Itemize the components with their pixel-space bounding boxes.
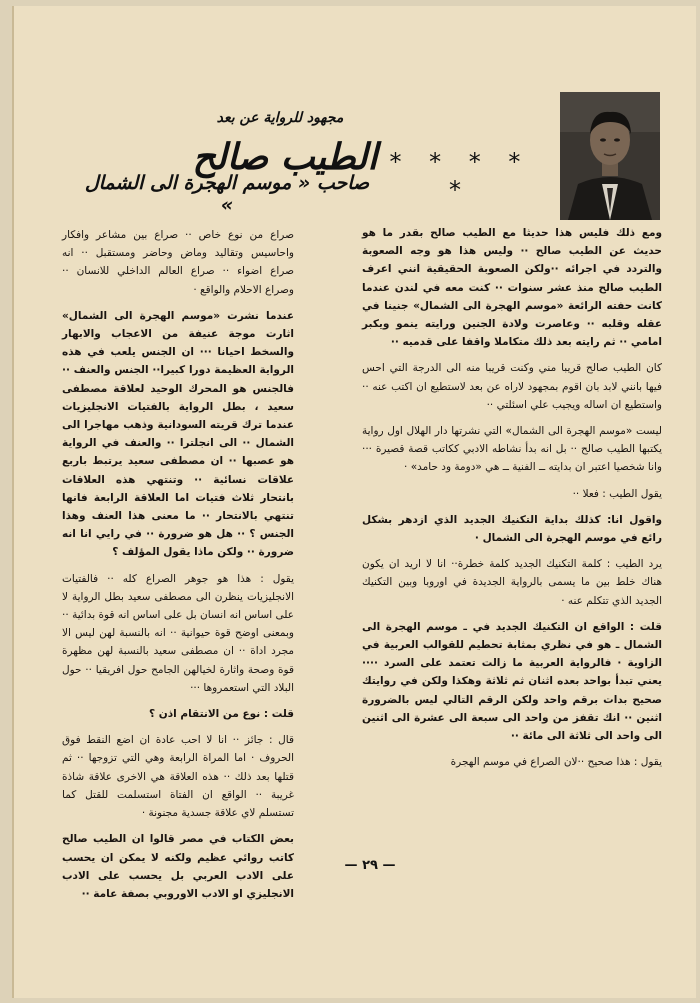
article-paragraph: صراع من نوع خاص ·· صراع بين مشاعر وافكار واحاسيس وتقاليد وماض وحاضر ومستقبل ·· انه صراع اضواء ·· صراع العالم الداخلي للانسان ·· وصراع الاحلام والواقع · [62, 229, 294, 296]
decorative-stars: * * * * * [389, 148, 531, 204]
article-paragraph: قلت : الواقع ان التكنيك الجديد في ـ موسم الهجرة الى الشمال ـ هو في نظري بمثابة تحطيم للقوالب العربية في الزاوية · فالرواية العربية ما زالت تعتمد على السرد ···· يعني تبدأ بواحد بعده اثنان ثم ثلاثة وهكذا ولكن في روايتك صحيح بدات برقم واحد ولكن الرقم التالي ليس بالضرورة اثنين ·· انك تقفز من واحد الى سبعة الى عشرة الى اثنين الى واحد الى ثلاثة الى مائة ·· [362, 620, 662, 743]
right-column [362, 224, 662, 779]
article-paragraph: ليست «موسم الهجرة الى الشمال» التي نشرتها دار الهلال اول رواية يكتبها الطيب صالح ·· بل انه بدأ نشاطه الادبي ككاتب قصة قصيرة ··· وانا شخصيا اعتبر ان بدايته ــ الفنية ــ هي «دومة ود حامد» · [362, 425, 662, 474]
left-column [62, 226, 294, 911]
article-paragraph: بعض الكتاب في مصر قالوا ان الطيب صالح كاتب روائي عظيم ولكنه لا يمكن ان يحسب على الادب العربي بل يحسب على الادب الانجليزي او الادب الاوروبي بصفة عامة ·· [62, 833, 294, 900]
page-number: — ٢٩ — [344, 858, 396, 873]
article-paragraph: عندما نشرت «موسم الهجرة الى الشمال» اثارت موجة عنيفة من الاعجاب والابهار والسخط احيانا ··· ان الجنس يلعب في هذه الرواية العظيمة دورا كبيرا·· الجنس والعنف ·· فالجنس هو المحرك الوحيد لعلاقة مصطفى سعيد ، بطل الرواية بالفتيات الانجليزيات عندما ترك قريته السودانية وذهب مهاجرا الى الشمال ·· الى انجلترا ·· والعنف في الرواية هو عصبها ·· ان مصطفى سعيد يرتبط باربع علاقات نسائية ·· وتنتهي هذه العلاقات بانتحار ثلاث فتيات اما العلاقة الرابعة فانها تنتهي بالانتحار ·· ما معنى هذا العنف وهذا الجنس ؟ ·· هل هو ضرورة ·· في رايي انا انه ضرورة ·· ولكن ماذا يقول المؤلف ؟ [62, 309, 294, 559]
article-paragraph: يقول : هذا هو جوهر الصراع كله ·· فالفتيات الانجليزيات ينظرن الى مصطفى سعيد بطل الرواية لا على اساس انه انسان بل على اساس انه قوة بدائية ·· وبمعنى اوضح قوة حيوانية ·· انه بالنسبة لهن ليس الا مجرد اداة ·· ان مصطفى سعيد بالنسبة لهن مظهرة قوة وصحة واثارة لخيالهن الجامح حول افريقيا ·· حول البلاد التي استعمروها ··· [62, 572, 294, 694]
author-portrait-photo [560, 92, 660, 220]
article-paragraph: يقول : هذا صحيح ··لان الصراع في موسم الهجرة [450, 756, 662, 769]
article-paragraph: واقول انا: كذلك بداية التكنيك الجديد الذي ازدهر بشكل رائع في موسم الهجرة الى الشمال · [362, 513, 662, 545]
article-paragraph: قال : جائز ·· انا لا احب عادة ان اضع النقط فوق الحروف · اما المراة الرابعة وهي التي تزوجها ·· ثم قتلها بعد ذلك ·· هذه العلاقة هي الاخرى علاقة شاذة غريبة ·· الواقع ان الفتاة استسلمت للقتل كما تستسلم لاي علاقة جسدية مجنونة · [62, 734, 294, 820]
article-subhead: صاحب « موسم الهجرة الى الشمال » [84, 172, 370, 216]
article-paragraph: يقول الطيب : فعلا ·· [572, 487, 662, 500]
article-paragraph: قلت : نوع من الانتقام اذن ؟ [149, 708, 294, 721]
article-paragraph: ومع ذلك فليس هذا حديثا مع الطيب صالح بقدر ما هو حديث عن الطيب صالح ·· وليس هذا هو وجه الصعوبة والتردد في اجرائه ··ولكن الصعوبة الحقيقية انني اعرف الطيب صالح منذ عشر سنوات ·· كنت معه في لندن عندما كانت حفته الرائعة «موسم الهجرة الى الشمال» جنينا في عقله وقلبه ·· وعاصرت ولادة الجنين ورايته ينمو ويكبر امامي ·· ثم رايته بعد ذلك متكاملا واقفا على قدميه ·· [362, 227, 662, 349]
article-paragraph: يرد الطيب : كلمة التكنيك الجديد كلمة خطرة·· انا لا اريد ان يكون هناك خلط بين ما يسمى بالرواية الجديدة في اوروبا وبين التكنيك الجديد الذي تتكلم عنه · [362, 558, 662, 607]
article-headline: الطيب صالح [192, 136, 378, 178]
article-kicker: مجهود للرواية عن بعد [216, 110, 344, 126]
article-paragraph: كان الطيب صالح قريبا مني وكنت قريبا منه الى الدرجة التي احس فيها بانني لابد بان اقوم بمجهود لاراه عن بعد لاستطيع ان اكتب عنه ·· واستطيع ان اساله ويجيب علي اسئلتي ·· [362, 362, 662, 411]
